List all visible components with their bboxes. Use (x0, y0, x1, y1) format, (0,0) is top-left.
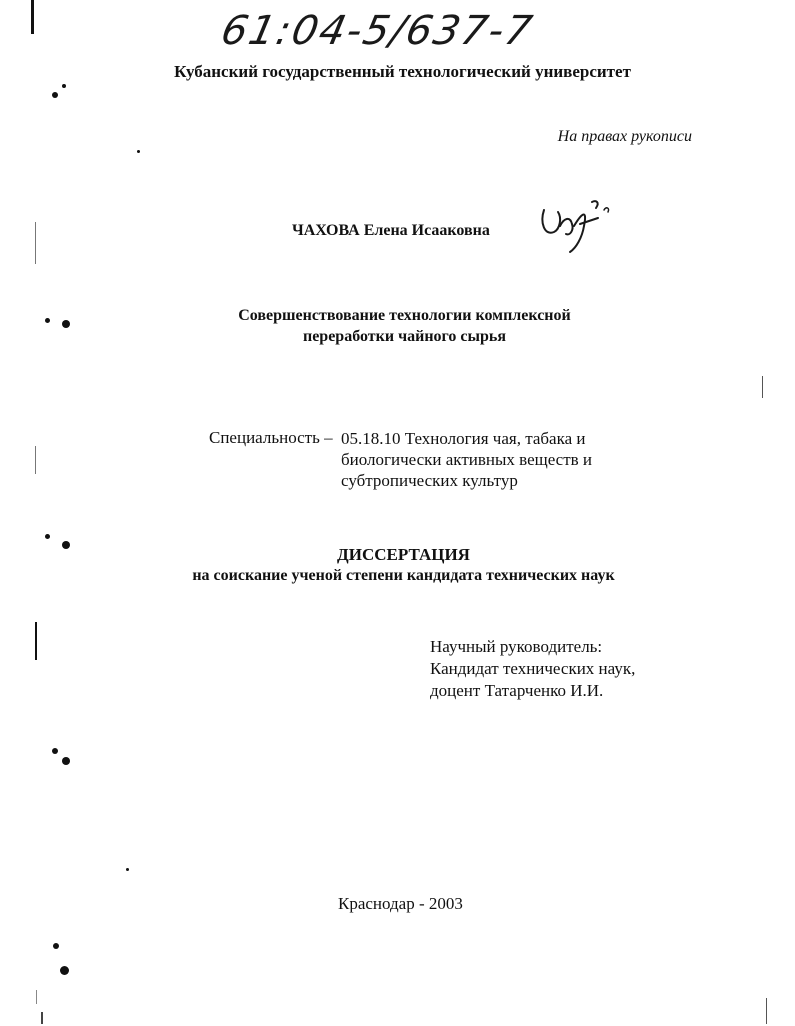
binding-dot (137, 150, 140, 153)
binding-dot (60, 966, 69, 975)
document-type: ДИССЕРТАЦИЯ (337, 545, 470, 564)
scan-edge-mark (766, 998, 767, 1024)
scan-edge-mark (35, 222, 36, 264)
specialty-description (341, 428, 592, 491)
specialty-label: Специальность – (209, 428, 333, 447)
city-year: Краснодар - 2003 (338, 894, 463, 913)
title-line: переработки чайного сырья (302, 328, 507, 345)
binding-dot (52, 92, 58, 98)
binding-dot (126, 868, 129, 871)
scan-edge-mark (35, 622, 37, 660)
supervisor-line: Научный руководитель: (430, 637, 603, 656)
scan-edge-mark (36, 990, 37, 1004)
binding-dot (45, 534, 50, 539)
binding-dot (53, 943, 59, 949)
archive-code: 61:04-5/637-7 (217, 8, 538, 54)
binding-dot (62, 84, 66, 88)
binding-dot (62, 757, 70, 765)
scan-edge-mark (35, 446, 36, 474)
binding-dot (52, 748, 58, 754)
scan-edge-mark (41, 1012, 43, 1024)
supervisor-line: Кандидат технических наук, (430, 659, 636, 678)
scan-edge-mark (762, 376, 763, 398)
author-name: ЧАХОВА Елена Исааковна (292, 222, 490, 239)
supervisor-block (430, 636, 635, 702)
scan-edge-mark (31, 0, 34, 34)
specialty-line: 05.18.10 Технология чая, табака и (341, 429, 586, 448)
specialty-line: субтропических культур (341, 471, 518, 490)
supervisor-line: доцент Татарченко И.И. (430, 681, 604, 700)
dissertation-title (0, 305, 795, 347)
title-line: Совершенствование технологии комплексной (238, 307, 571, 324)
author-signature (536, 196, 616, 256)
manuscript-rights-note: На правах рукописи (557, 128, 692, 145)
specialty-line: биологически активных веществ и (341, 450, 593, 469)
degree-statement: на соискание ученой степени кандидата технических наук (192, 567, 615, 584)
university-name: Кубанский государственный технологический университет (174, 62, 631, 81)
